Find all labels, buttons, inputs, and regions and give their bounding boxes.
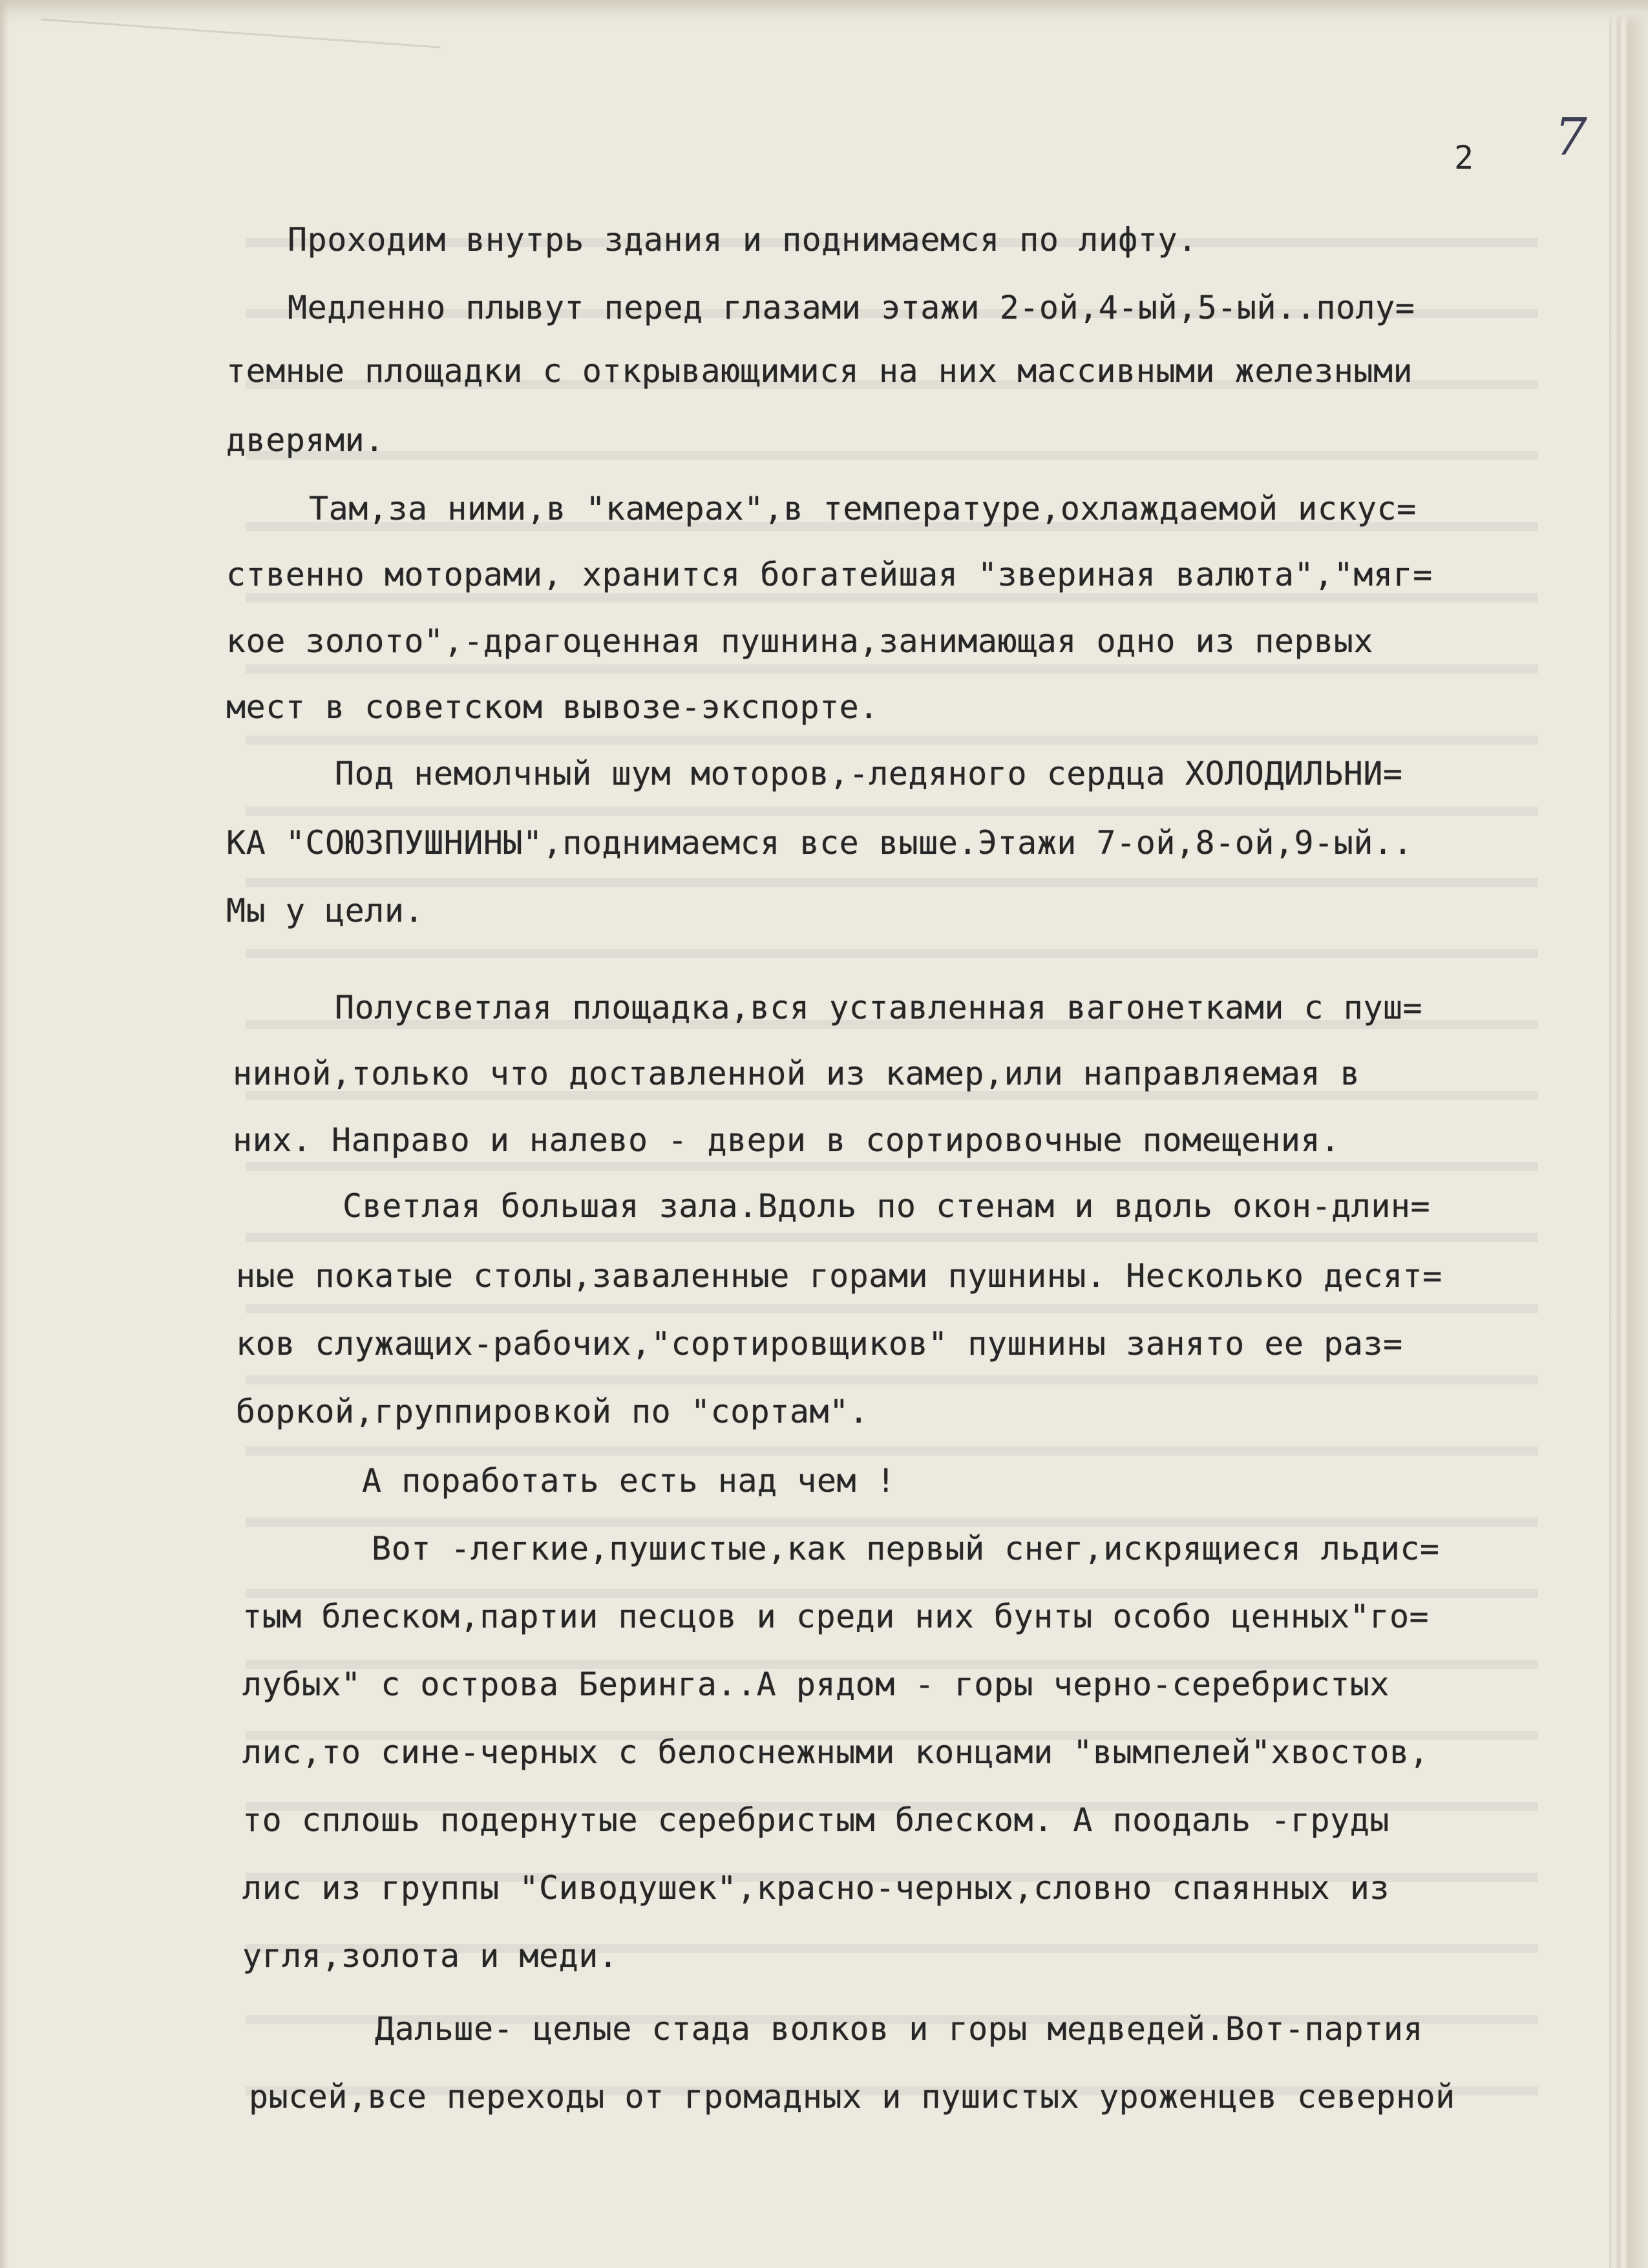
text-line: Там,за ними,в "камерах",в температуре,охлаждаемой искус= [309, 490, 1417, 527]
text-line: Проходим внутрь здания и поднимаемся по лифту. [288, 221, 1198, 259]
text-line: лис,то сине-черных с белоснежными концами "вымпелей"хвостов, [242, 1733, 1430, 1771]
text-line: лубых" с острова Беринга..А рядом - горы черно-серебристых [242, 1666, 1389, 1703]
text-line: темные площадки с открывающимися на них массивными железными [226, 352, 1413, 390]
text-line: боркой,группировкой по "сортам". [236, 1393, 869, 1430]
text-line: ниной,только что доставленной из камер,или направляемая в [233, 1055, 1360, 1092]
text-line: ные покатые столы,заваленные горами пушнины. Несколько десят= [236, 1257, 1442, 1295]
text-line: мест в советском вывозе-экспорте. [226, 688, 879, 726]
text-line: угля,золота и меди. [242, 1937, 618, 1975]
text-line: А поработать есть над чем ! [362, 1462, 896, 1500]
text-line: тым блеском,партии песцов и среди них бунты особо ценных"го= [242, 1598, 1430, 1635]
page-number: 2 [1454, 139, 1474, 176]
text-line: рысей,все переходы от громадных и пушистых уроженцев северной [249, 2078, 1455, 2115]
text-line: кое золото",-драгоценная пушнина,занимающая одно из первых [226, 622, 1373, 660]
text-line: Под немолчный шум моторов,-ледяного сердца ХОЛОДИЛЬНИ= [335, 755, 1403, 792]
text-line: ственно моторами, хранится богатейшая "звериная валюта","мяг= [226, 556, 1433, 593]
text-line: Медленно плывут перед глазами этажи 2-ой,4-ый,5-ый..полу= [288, 289, 1415, 326]
text-line: лис из группы "Сиводушек",красно-черных,словно спаянных из [242, 1869, 1389, 1907]
text-line: то сплошь подернутые серебристым блеском. А поодаль -груды [242, 1801, 1389, 1839]
text-line: КА "СОЮЗПУШНИНЫ",поднимаемся все выше.Этажи 7-ой,8-ой,9-ый.. [226, 824, 1413, 862]
text-line: Дальше- целые стада волков и горы медведей.Вот-партия [375, 2010, 1423, 2048]
handwritten-folio-number: 7 [1554, 107, 1587, 167]
text-line: Мы у цели. [226, 892, 425, 929]
underlying-sheets-edge [1609, 0, 1648, 2268]
left-edge-shadow [0, 0, 9, 2268]
paper-fold-mark [37, 18, 441, 93]
text-line: дверями. [226, 421, 385, 459]
text-line: них. Направо и налево - двери в сортировочные помещения. [233, 1121, 1340, 1159]
text-line: ков служащих-рабочих,"сортировщиков" пушнины занято ее раз= [236, 1325, 1403, 1362]
text-line: Светлая большая зала.Вдоль по стенам и вдоль окон-длин= [343, 1187, 1431, 1225]
text-line: Вот -легкие,пушистые,как первый снег,искрящиеся льдис= [372, 1530, 1440, 1567]
top-edge-shadow [0, 0, 1648, 26]
text-line: Полусветлая площадка,вся уставленная вагонетками с пуш= [335, 989, 1423, 1026]
